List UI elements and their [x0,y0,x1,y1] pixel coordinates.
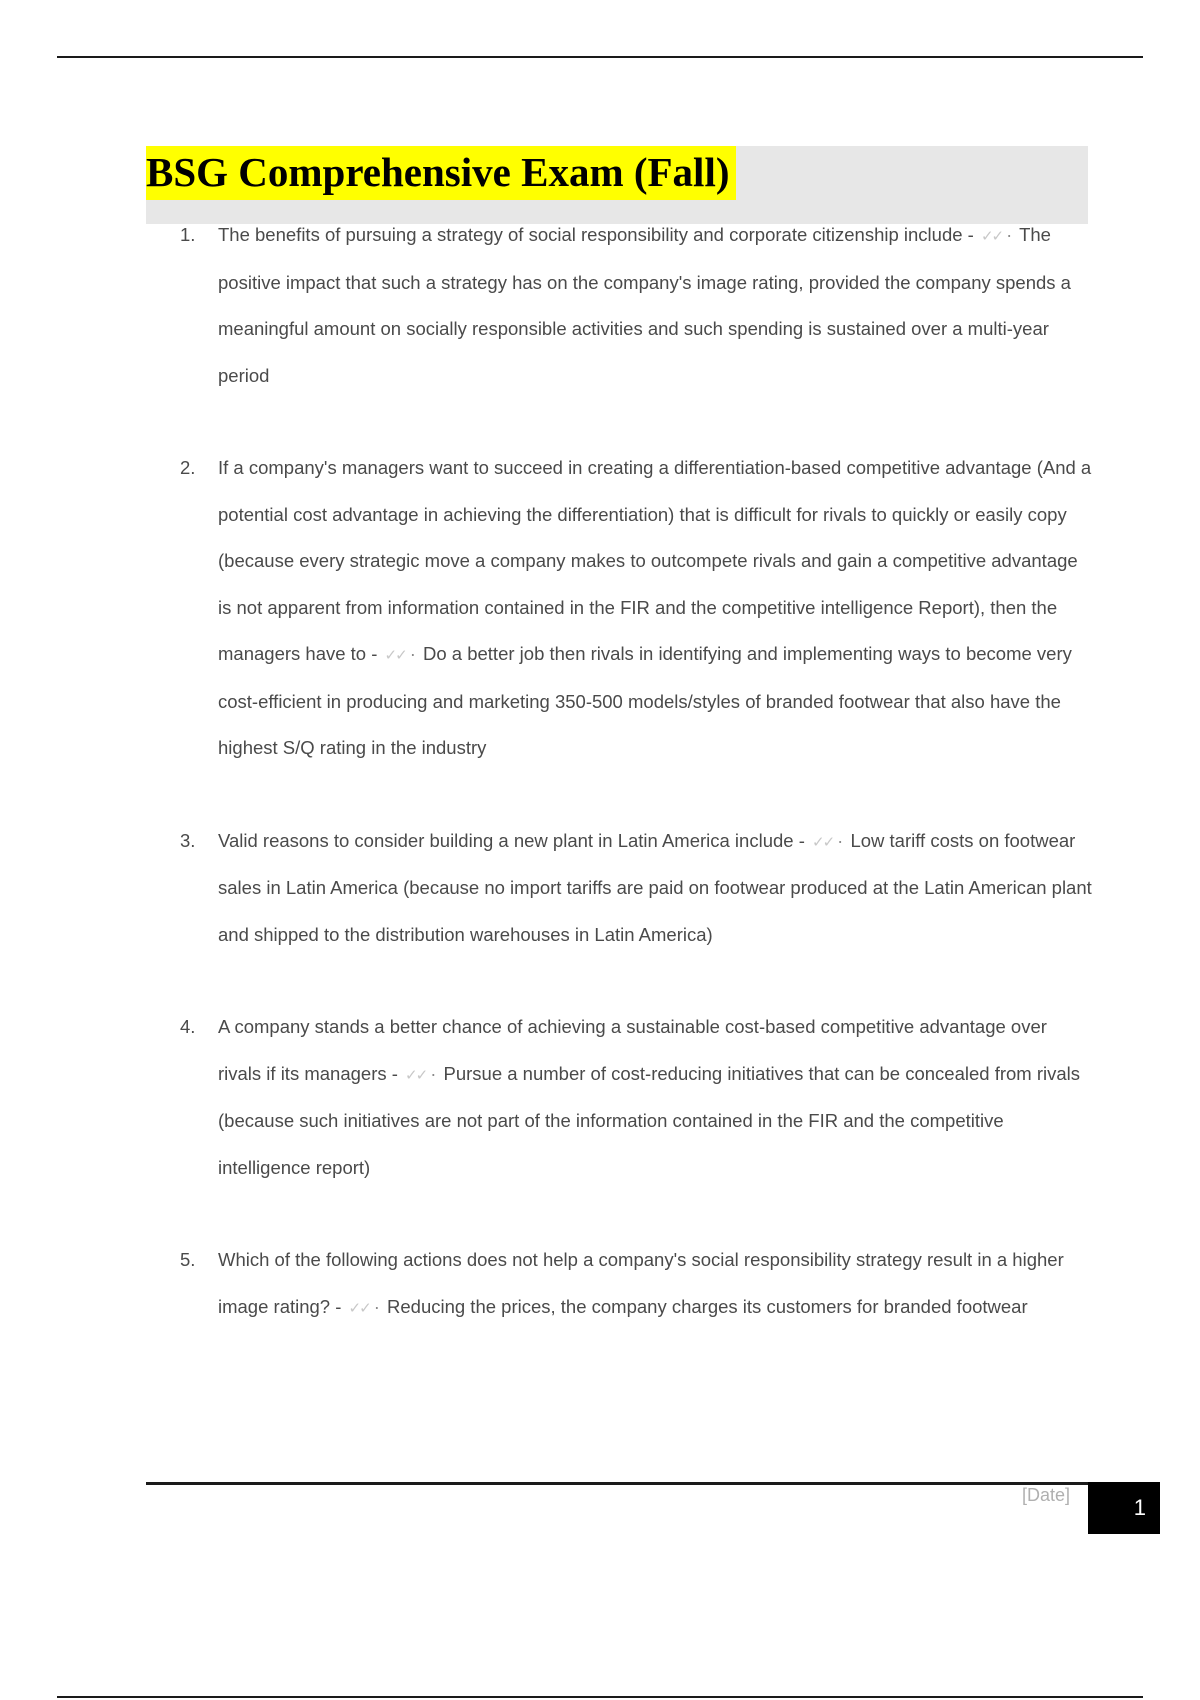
question-number: 3. [180,829,196,851]
question-text [218,212,1092,399]
question-text [218,445,1092,772]
double-check-icon: ✓✓ [348,1298,370,1317]
double-check-icon: ✓✓ [384,646,406,664]
question-answer: Do a better job then rivals in identifying and implementing ways to become very cost-efficient in producing and marketing 350-500 models/styles of branded footwear that also have the highest S/Q rating in the industry [218,643,1072,758]
question-item-1 [146,212,1092,399]
answer-separator: · [430,1062,437,1084]
page-number: 1 [1088,1482,1160,1534]
question-prompt: Valid reasons to consider building a new plant in Latin America include - [218,829,805,851]
question-prompt: A company stands a better chance of achieving a sustainable cost-based competitive advantage over rivals if its managers - [218,1016,1047,1084]
page-title: BSG Comprehensive Exam (Fall) [146,146,736,200]
question-number: 1. [180,224,196,245]
question-prompt: The benefits of pursuing a strategy of social responsibility and corporate citizenship include - [218,224,974,245]
question-list [146,212,1092,1377]
page-top-rule [57,56,1143,58]
question-prompt: If a company's managers want to succeed in creating a differentiation-based competitive advantage (And a potential cost advantage in achieving the differentiation) that is difficult for rivals to quickly or easily copy (because every strategic move a company makes to outcompete rivals and gain a competitive advantage is not apparent from information contained in the FIR and the competitive intelligence Report), then the managers have to - [218,457,1092,664]
footer-date: [Date] [1021,1485,1070,1505]
question-prompt: Which of the following actions does not help a company's social responsibility strategy result in a higher image rating? - [218,1249,1064,1317]
page-bottom-rule [57,1696,1143,1698]
question-text [218,1237,1092,1331]
footer-rule [146,1482,1088,1485]
question-item-4 [146,1004,1092,1191]
question-answer: Pursue a number of cost-reducing initiatives that can be concealed from rivals (because such initiatives are not part of the information contained in the FIR and the competitive intelligence report) [218,1062,1081,1178]
question-answer: The positive impact that such a strategy has on the company's image rating, provided the company spends a meaningful amount on socially responsible activities and such spending is sustained over a multi-year period [218,224,1071,386]
question-number: 5. [180,1249,196,1270]
question-answer: Low tariff costs on footwear sales in Latin America (because no import tariffs are paid on footwear produced at the Latin American plant and shipped to the distribution warehouses in Latin America) [218,829,1092,945]
question-number: 4. [180,1016,196,1037]
question-answer: Reducing the prices, the company charges its customers for branded footwear [387,1295,1028,1317]
double-check-icon: ✓✓ [405,1065,427,1084]
question-item-2 [146,445,1092,772]
answer-separator: · [409,643,416,664]
double-check-icon: ✓✓ [980,227,1003,245]
answer-separator: · [1006,224,1013,245]
question-text [218,818,1092,959]
question-text [218,1004,1092,1191]
question-item-5 [146,1237,1092,1331]
answer-separator: · [837,829,844,851]
question-number: 2. [180,457,196,478]
question-item-3 [146,818,1092,959]
double-check-icon: ✓✓ [812,832,834,851]
answer-separator: · [373,1295,380,1317]
